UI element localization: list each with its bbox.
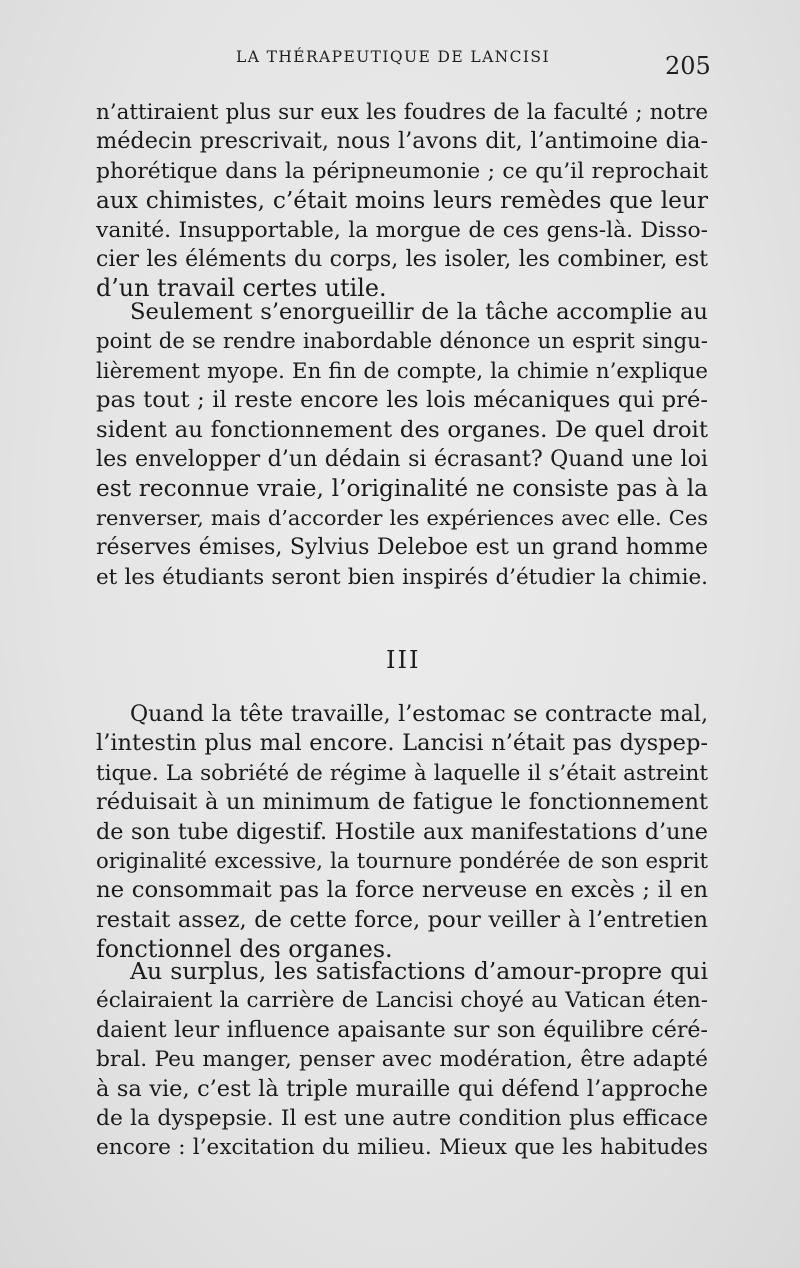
text-line: restait assez, de cette force, pour veiller à l’entretien (96, 906, 708, 933)
text-line: d’un travail certes utile. (96, 274, 387, 303)
text-line: point de se rendre inabordable dénonce un esprit singu- (96, 329, 708, 355)
text-line: les envelopper d’un dédain si écrasant? Quand une loi (96, 445, 708, 472)
text-line: à sa vie, c’est là triple muraille qui défend l’approche (96, 1075, 708, 1102)
text-line: l’intestin plus mal encore. Lancisi n’était pas dyspep- (96, 730, 708, 757)
text-line: de la dyspepsie. Il est une autre condition plus efficace (96, 1105, 708, 1131)
running-head: LA THÉRAPEUTIQUE DE LANCISI (236, 48, 550, 66)
text-line: Seulement s’enorgueillir de la tâche accomplie au (130, 299, 708, 325)
text-line: encore : l’excitation du milieu. Mieux que les habitudes (96, 1135, 708, 1161)
text-line: Quand la tête travaille, l’estomac se contracte mal, (130, 701, 708, 727)
paragraph-4 (96, 957, 708, 1163)
text-line: médecin prescrivait, nous l’avons dit, l’antimoine dia- (96, 128, 708, 155)
text-line: cier les éléments du corps, les isoler, les combiner, est (96, 246, 708, 272)
text-line: est reconnue vraie, l’originalité ne consiste pas à la (96, 475, 708, 503)
paragraph-1 (96, 98, 708, 304)
text-line: daient leur influence apaisante sur son équilibre céré- (96, 1016, 708, 1043)
text-line: éclairaient la carrière de Lancisi choyé au Vatican éten- (96, 988, 708, 1014)
text-line: et les étudiants seront bien inspirés d’étudier la chimie. (96, 564, 708, 590)
text-line: aux chimistes, c’était moins leurs remèdes que leur (96, 187, 708, 215)
text-line: pas tout ; il reste encore les lois mécaniques qui pré- (96, 387, 708, 414)
paragraph-3 (96, 700, 708, 965)
text-line: réserves émises, Sylvius Deleboe est un grand homme (96, 535, 708, 561)
text-line: de son tube digestif. Hostile aux manifestations d’une (96, 818, 708, 845)
text-line: vanité. Insupportable, la morgue de ces gens-là. Disso- (96, 217, 708, 243)
text-line: phorétique dans la péripneumonie ; ce qu’il reprochait (96, 158, 708, 184)
text-line: originalité excessive, la tournure pondérée de son esprit (96, 848, 708, 874)
text-line: fonctionnel des organes. (96, 935, 393, 964)
text-line: réduisait à un minimum de fatigue le fonctionnement (96, 789, 708, 816)
section-heading: III (386, 646, 421, 674)
text-line: sident au fonctionnement des organes. De quel droit (96, 416, 708, 443)
text-line: n’attiraient plus sur eux les foudres de la faculté ; notre (96, 100, 708, 125)
page-number: 205 (665, 52, 711, 80)
text-line: bral. Peu manger, penser avec modération, être adapté (96, 1047, 708, 1073)
text-line: tique. La sobriété de régime à laquelle il s’était astreint (96, 760, 708, 786)
text-line: ne consommait pas la force nerveuse en excès ; il en (96, 877, 708, 904)
paragraph-2 (96, 298, 708, 592)
text-line: Au surplus, les satisfactions d’amour-propre qui (130, 957, 708, 985)
text-line: lièrement myope. En fin de compte, la chimie n’explique (96, 358, 708, 384)
text-line: renverser, mais d’accorder les expériences avec elle. Ces (96, 505, 708, 530)
